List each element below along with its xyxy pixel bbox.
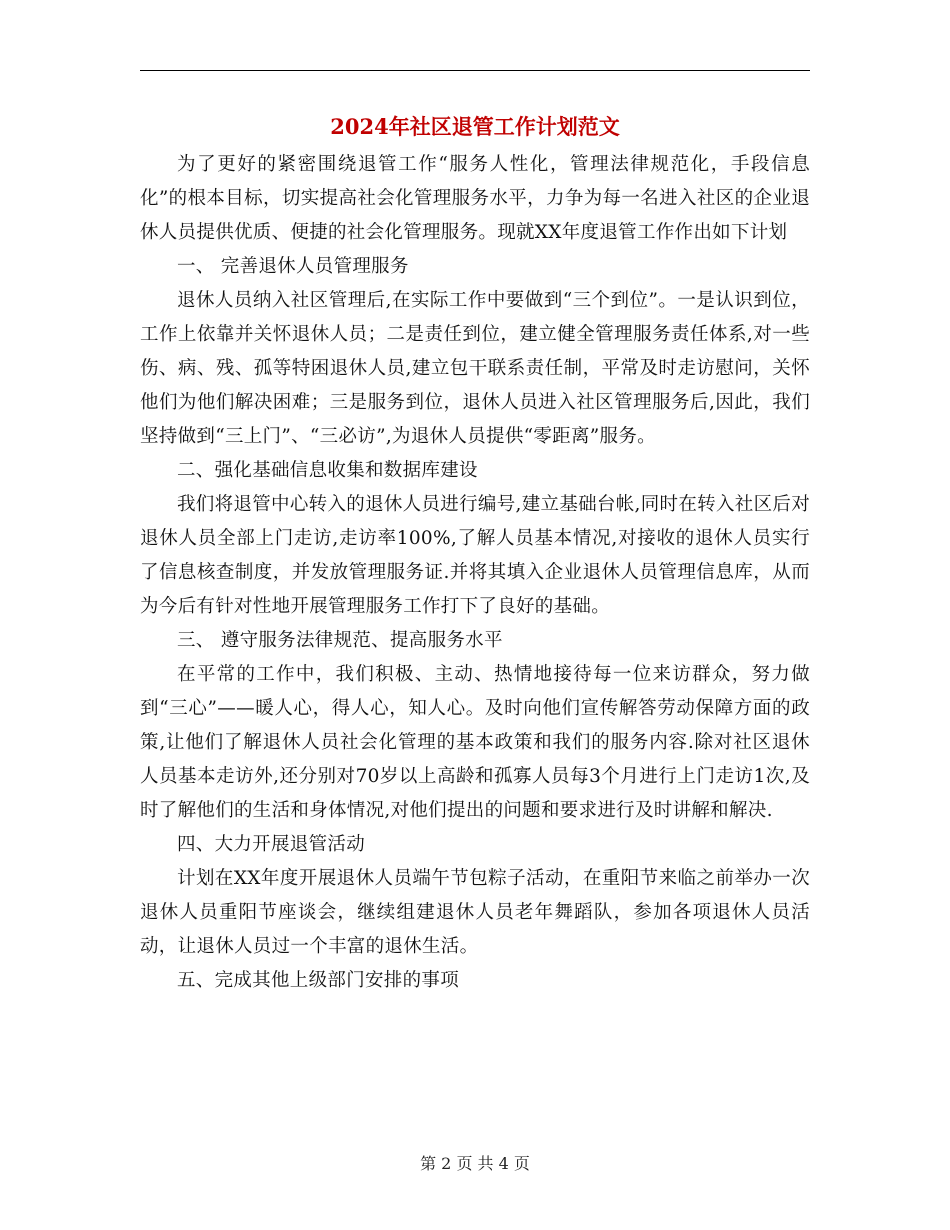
document-body — [140, 148, 810, 998]
section-heading-1: 一、 完善退休人员管理服务 — [177, 256, 409, 277]
section-paragraph-4: 计划在XX年度开展退休人员端午节包粽子活动，在重阳节来临之前举办一次退休人员重阳节座谈会，继续组建退休人员老年舞蹈队，参加各项退休人员活动，让退休人员过一个丰富的退休生活。 — [140, 868, 810, 957]
section-heading-5: 五、完成其他上级部门安排的事项 — [177, 970, 460, 991]
section-paragraph-1: 退休人员纳入社区管理后,在实际工作中要做到“三个到位”。一是认识到位，工作上依靠并关怀退休人员；二是责任到位，建立健全管理服务责任体系,对一些伤、病、残、孤等特困退休人员,建立包干联系责任制，平常及时走访慰问，关怀他们为他们解决困难；三是服务到位，退休人员进入社区管理服务后,因此，我们坚持做到“三上门”、“三必访”,为退休人员提供“零距离”服务。 — [140, 290, 810, 447]
intro-paragraph: 为了更好的紧密围绕退管工作“服务人性化，管理法律规范化，手段信息化”的根本目标，切实提高社会化管理服务水平，力争为每一名进入社区的企业退休人员提供优质、便捷的社会化管理服务。现就XX年度退管工作作出如下计划 — [140, 154, 810, 243]
header-rule — [140, 70, 810, 71]
document-title: 2024年社区退管工作计划范文 — [330, 114, 620, 139]
section-heading-4: 四、大力开展退管活动 — [177, 834, 366, 855]
page-number-footer: 第 2 页 共 4 页 — [420, 1154, 530, 1173]
section-heading-3: 三、 遵守服务法律规范、提高服务水平 — [177, 630, 503, 651]
section-paragraph-3: 在平常的工作中，我们积极、主动、热情地接待每一位来访群众，努力做到“三心”——暖人心，得人心，知人心。及时向他们宣传解答劳动保障方面的政策,让他们了解退休人员社会化管理的基本政策和我们的服务内容.除对社区退休人员基本走访外,还分别对70岁以上高龄和孤寡人员每3个月进行上门走访1次,及时了解他们的生活和身体情况,对他们提出的问题和要求进行及时讲解和解决. — [140, 664, 810, 821]
section-heading-2: 二、强化基础信息收集和数据库建设 — [177, 460, 478, 481]
section-paragraph-2: 我们将退管中心转入的退休人员进行编号,建立基础台帐,同时在转入社区后对退休人员全部上门走访,走访率100%,了解人员基本情况,对接收的退休人员实行了信息核查制度，并发放管理服务证.并将其填入企业退休人员管理信息库，从而为今后有针对性地开展管理服务工作打下了良好的基础。 — [140, 494, 810, 617]
